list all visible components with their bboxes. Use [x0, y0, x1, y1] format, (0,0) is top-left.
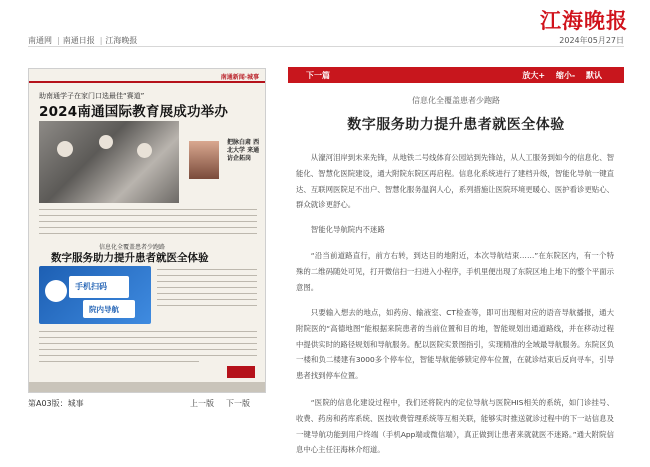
paper-subheadline-2[interactable]: 信息化全覆盖患者少跑路	[99, 244, 166, 251]
paper-subheadline-1[interactable]: 助南通学子在家门口选最佳“赛道”	[39, 92, 145, 100]
article-paragraph-2: “沿当前道路直行，前方右转，到达目的地附近，本次导航结束……”在东院区内，有一个特殊的二维码随处可见，打开微信扫一扫进入小程序，手机里便出现了东院区地上地下的整个平面示意图。	[296, 251, 614, 292]
next-page-link[interactable]: 下一版	[226, 399, 250, 408]
zoom-in-button[interactable]: 放大+	[522, 71, 546, 80]
nav-card-scan: 手机扫码	[69, 276, 129, 298]
portrait-photo[interactable]	[189, 141, 219, 179]
article-paragraph-4: “医院的信息化建设过程中，我们还将院内的定位导航与医院HIS相关的系统，如门诊挂号、收费、药房和药库系统、医技收费管理系统等互相关联，能够实时推送就诊过程中的下一站信息及一键导航功能到用户终端（手机App端或微信端），真正做到让患者来就就医不迷路。”通大附院信息中心主任汪海林介绍道。	[296, 398, 614, 455]
article-section-heading: 智能化导航院内不迷路	[310, 225, 385, 234]
divider	[28, 46, 624, 47]
paper-footer-strip	[29, 382, 265, 392]
prev-page-link[interactable]: 上一版	[190, 399, 214, 408]
article-subtitle: 信息化全覆盖患者少跑路	[412, 96, 500, 105]
site-link-jianghai-evening[interactable]: 江海晚报	[105, 36, 138, 45]
article-paragraph-3: 只要输入想去的地点，如药房、输液室、CT检查等，即可出现相对应的语音导航播报，通大附院医的“高德地图”能根据来院患者的当前位置和目的地，智能规划出通道路线，并在移动过程中提供实时的路径规划和导航服务。配以医院实景图指引，实现精准的全域最导航服务。东院区负一楼和负二楼建有3000多个停车位，智能导航能够锁定停车位置，在就诊结束后反向寻车，引导患者找到停车位置。	[296, 308, 614, 381]
nav-card-indoor: 院内导航	[83, 300, 135, 318]
paper-headline-1[interactable]: 2024南通国际教育展成功举办	[39, 104, 229, 120]
next-article-link[interactable]: 下一篇	[306, 71, 330, 80]
ad-badge	[227, 366, 255, 378]
site-link-nantong-daily[interactable]: 南通日报	[62, 36, 95, 45]
brand-logo[interactable]: 江海晚报	[540, 8, 628, 33]
education-fair-photo[interactable]	[39, 121, 179, 203]
issue-date: 2024年05月27日	[559, 36, 624, 45]
zoom-out-button[interactable]: 缩小-	[555, 71, 576, 80]
article-title: 数字服务助力提升患者就医全体验	[347, 117, 565, 133]
paper-masthead: 南通新闻·城事	[29, 69, 265, 83]
default-size-button[interactable]: 默认	[586, 71, 602, 80]
site-link-nantong-net[interactable]: 南通网	[28, 36, 52, 45]
paper-headline-2[interactable]: 数字服务助力提升患者就医全体验	[51, 252, 209, 264]
newspaper-page-thumbnail[interactable]	[28, 68, 266, 393]
paper-side-headline[interactable]: 把脉白肃 西北大学 来通访企拓岗	[227, 139, 260, 162]
page-label: 第A03版：城事	[28, 399, 84, 408]
location-pin-icon	[45, 280, 67, 302]
hospital-navigation-image[interactable]	[39, 266, 151, 324]
article-toolbar	[288, 67, 624, 83]
article-paragraph-1: 从濠河泪岸到未来先锋，从地铁二号线体育公园站到先锋站，从人工服务到如今的信息化、智能化、智慧化医院建设，通大附院东院区再启程。信息化系统进行了建档升级，智能化导航一键直达、互联网医院足不出户、智慧化服务温润人心，系列措施让医院环境更暖心、医护看诊更贴心、群众就诊更舒心。	[296, 153, 614, 210]
site-links: 南通网 | 南通日报 | 江海晚报	[28, 36, 138, 45]
